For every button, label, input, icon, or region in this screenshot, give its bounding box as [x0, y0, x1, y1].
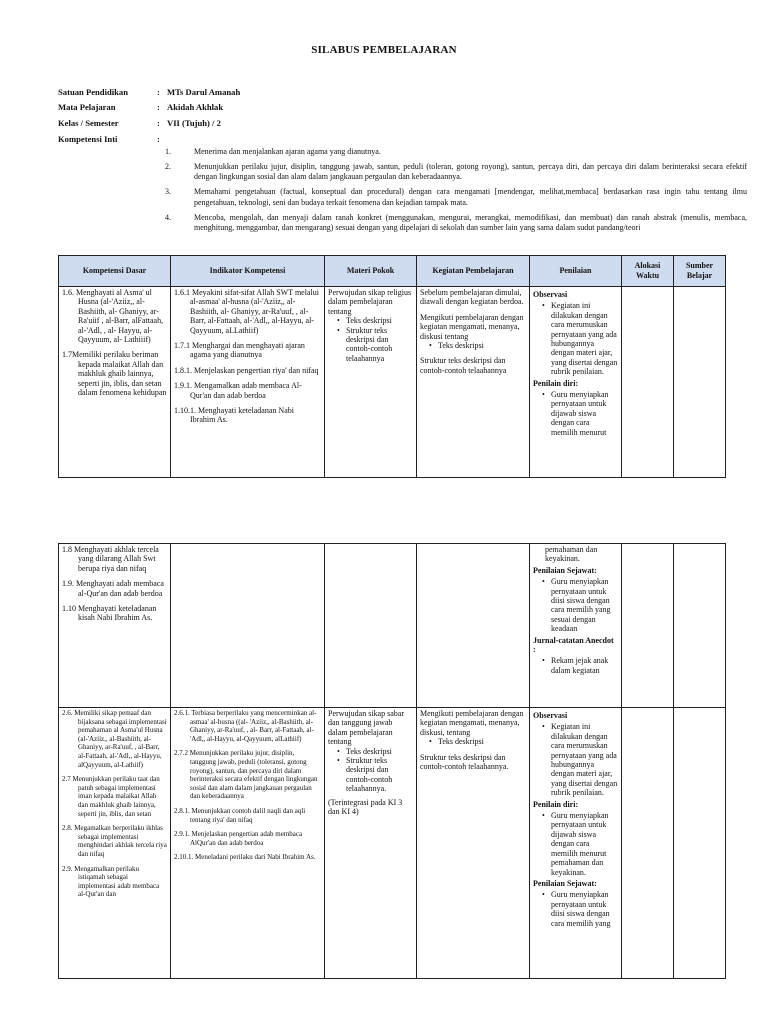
materi-intro: Perwujudan sikap religius dalam pembelajaran tentang [328, 288, 412, 316]
bullet-item: • Guru menyiapkan pernyataan untuk diisi siswa dengan cara memilih yang sesuai dengan keadaan [542, 577, 618, 633]
penilaian-heading: Penilaian Sejawat: [533, 878, 597, 888]
materi-cell [325, 287, 417, 478]
penilaian-bullets [533, 722, 618, 797]
bullet-item: • Guru menyiapkan pernyataan untuk dijawab siswa dengan cara memilih menurut pemahaman dan keyakinan. [542, 811, 618, 877]
penilaian-bullets [533, 301, 618, 376]
materi-bullets [328, 316, 413, 363]
info-colon: : [157, 86, 160, 97]
bullet-item: • Struktur teks deskripsi dan contoh-contoh telaahannya [337, 326, 413, 364]
header-indikator-kompetensi: Indikator Kompetensi [171, 256, 325, 287]
cell-paragraph: 2.8.1. Menunjukkan contoh dalil naqli dan aqli tentang riya' dan nifaq [174, 806, 306, 824]
info-value: Akidah Akhlak [167, 102, 224, 113]
kegiatan-cell [417, 544, 530, 708]
ki-item [165, 147, 747, 157]
header-alokasi-waktu: Alokasi Waktu [622, 256, 674, 287]
kegiatan-bullets [420, 737, 526, 746]
penilaian-cell [530, 544, 622, 708]
info-row [58, 115, 240, 131]
ki-text: Menunjukkan perilaku jujur, disiplin, tanggung jawab, santun, peduli (toleran, gotong royong), santun, percaya diri, dan percaya diri dalam berinteraksi secara efektif dengan lingkungan sosial dan alam dalam jangkauan pergaulan dan keberadaannya. [194, 162, 747, 182]
ki-text: Menerima dan menjalankan ajaran agama yang dianutnya. [194, 147, 381, 156]
ki-item [165, 162, 747, 183]
cell-paragraph: 2.7 Menunjukkan perilaku taat dan patuh sebagai implementasi iman kepada malaikat Allah dan makhluk ghaib lainnya, seperti jin, iblis, dan setan [62, 775, 160, 818]
info-colon: : [157, 117, 160, 128]
table-header-row [59, 256, 726, 287]
indikator-cell [171, 544, 325, 708]
table-row [59, 544, 726, 708]
penilaian-continued: pemahaman dan keyakinan. [545, 545, 598, 564]
cell-paragraph: 1.9. Menghayati adab membaca al-Qur'an dan adab berdoa [62, 579, 164, 598]
sumber-cell [674, 544, 726, 708]
penilaian-bullets [533, 577, 618, 633]
materi-cell [325, 708, 417, 979]
ki-number: 3. [165, 187, 171, 197]
bullet-item: • Teks deskripsi [429, 737, 526, 746]
bullet-item: • Rekam jejak anak dalam kegiatan [542, 656, 618, 675]
alokasi-cell [622, 287, 674, 478]
kegiatan-cell [417, 708, 530, 979]
materi-note: (Terintegrasi pada KI 3 dan KI 4) [328, 797, 403, 817]
ki-text: Mencoba, mengolah, dan menyaji dalam ranah konkret (menggunakan, mengurai, merangkai, memodifikasi, dan membuat) dan ranah abstrak (menulis, membaca, menghitung, menggambar, dan mengarang) sesuai dengan yang dipelajari di sekolah dan sumber lain yang sama dalam sudut pandang/teori [194, 212, 747, 233]
ki-number: 2. [165, 162, 171, 171]
identity-block [58, 84, 240, 146]
indikator-cell [171, 708, 325, 979]
alokasi-cell [622, 544, 674, 708]
kegiatan-cell [417, 287, 530, 478]
info-colon: : [157, 102, 160, 113]
sumber-cell [674, 287, 726, 478]
syllabus-table-page-2 [58, 543, 726, 979]
table-row [59, 287, 726, 478]
cell-paragraph: 1.8 Menghayati akhlak tercela yang dilarang Allah Swt berupa riya dan nifaq [62, 545, 159, 573]
info-row [58, 131, 240, 147]
penilaian-heading: Observasi [533, 290, 568, 299]
info-value: MTs Darul Amanah [167, 86, 241, 97]
materi-bullets [328, 747, 413, 794]
header-sumber-belajar: Sumber Belajar [674, 256, 726, 287]
cell-paragraph: 1.10 Menghayati keteladanan kisah Nabi Ibrahim As. [62, 604, 157, 623]
cell-paragraph: 1.9.1. Mengamalkan adab membaca Al-Qur'an dan adab berdoa [174, 381, 302, 400]
bullet-item: • Teks deskripsi [429, 341, 526, 350]
kd-cell [59, 287, 171, 478]
info-row [58, 84, 240, 100]
ki-number: 1. [165, 147, 171, 156]
info-label: Kelas / Semester [58, 117, 119, 128]
penilaian-heading: Observasi [533, 711, 568, 720]
bullet-item: • Guru menyiapkan pernyataan untuk dijawab siswa dengan cara memilih menurut [542, 390, 618, 437]
sumber-cell [674, 708, 726, 979]
info-label: Kompetensi Inti [58, 133, 118, 144]
alokasi-cell [622, 708, 674, 979]
ki-text: Memahami pengetahuan (factual, konseptual dan procedural) dengan cara mengamati [mendengar, melihat,membaca] berdasarkan rasa ingin tahu tentang ilmu pengetahuan, teknologi, seni dan budaya terkait fenomena dan kejadian tampak mata. [194, 187, 747, 207]
info-value: VII (Tujuh) / 2 [167, 117, 221, 128]
kd-cell [59, 708, 171, 979]
penilaian-bullets [533, 390, 618, 437]
kegiatan-text: Sebelum pembelajaran dimulai, diawali dengan kegiatan berdoa. [420, 288, 524, 307]
cell-paragraph: 2.6. Memiliki sikap pemaaf dan bijaksana sebagai implementasi pemahaman al Asma'ul Husna (al-'Aziiz,, al-Bashiith, al-Ghaniyy, ar-Ra'uuf, , al-Barr, al-Fattaah, al-'Adl,, al-Hayyu, alQayyuum, al-Lathiif) [62, 709, 167, 769]
penilaian-cell [530, 287, 622, 478]
cell-paragraph: 2.7.2 Menunjukkan perilaku jujur, disiplin, tanggung jawab, peduli (toleransi, gotong royong), santun, dan percaya diri dalam berinteraksi secara efektif dengan lingkungan sosial dan alam dalam jangkauan pergaulan dan keberadaannya [174, 749, 318, 801]
header-kompetensi-dasar: Kompetensi Dasar [59, 256, 171, 287]
cell-paragraph: 1.8.1. Menjelaskan pengertian riya' dan nifaq [174, 365, 319, 375]
cell-paragraph: 2.6.1. Terbiasa berperilaku yang mencerminkan al-asmaa' al-husna ((al- 'Aziiz,, al-Bashiith, al- Ghaniyy, ar-Ra'uuf, , al- Barr, al-Fattaah, al-'Adl,, al-Hayyu, al-Qayyuum, alLathiif) [174, 709, 317, 743]
bullet-item: • Kegiatan ini dilakukan dengan cara merumuskan pernyataan yang ada hubungannya dengan materi ajar, yang disertai dengan rubrik penilaian. [542, 722, 618, 797]
penilaian-heading: Penilaian Sejawat: [533, 565, 597, 575]
bullet-item: • Guru menyiapkan pernyataan untuk diisi siswa dengan cara memilih yang [542, 890, 618, 928]
penilaian-bullets [533, 811, 618, 877]
ki-number: 4. [165, 212, 171, 222]
info-label: Satuan Pendidikan [58, 86, 128, 97]
penilaian-heading: Jurnal-catatan Anecdot : [533, 635, 614, 655]
penilaian-bullets [533, 656, 618, 675]
kegiatan-text: Struktur teks deskripsi dan contoh-contoh telaahannya [420, 356, 507, 375]
cell-paragraph: 2.9. Mengamalkan perilaku istiqamah sebagai implementasi adab membaca al-Qur'an dan [62, 864, 160, 899]
materi-intro: Perwujudan sikap sabar dan tanggung jawab dalam pembelajaran tentang [328, 709, 404, 747]
info-colon: : [157, 133, 160, 144]
info-row [58, 100, 240, 116]
page-title: SILABUS PEMBELAJARAN [311, 44, 457, 56]
header-materi-pokok: Materi Pokok [325, 256, 417, 287]
cell-paragraph: 1.6. Menghayati al Asma' ul Husna (al-'Aziiz,, al- Bashiith, al- Ghaniyy, ar- Ra'uiif , al-Barr, alFattaah, al-'Adl, , al- Hayyu, al-Qayyuum, al- Lathiiif) [62, 288, 164, 345]
materi-cell [325, 544, 417, 708]
header-penilaian: Penilaian [530, 256, 622, 287]
kegiatan-bullets [420, 341, 526, 350]
penilaian-heading: Penilain diri: [533, 799, 579, 809]
kegiatan-text: Mengikuti pembelajaran dengan kegiatan mengamati, menanya, diskusi tentang [420, 312, 524, 341]
ki-item [165, 213, 747, 234]
table-row [59, 708, 726, 979]
header-kegiatan-pembelajaran: Kegiatan Pembelajaran [417, 256, 530, 287]
cell-paragraph: 2.8. Megamalkan berperilaku ikhlas sebagai implementasi menghindari akhlak tercela riya dan nifaq [62, 824, 167, 858]
indikator-cell [171, 287, 325, 478]
cell-paragraph: 1.7.1 Menghargai dan menghayati ajaran agama yang dianutnya [174, 341, 305, 360]
kd-cell [59, 544, 171, 708]
kegiatan-text: Struktur teks deskripsi dan contoh-contoh telaahannya. [420, 752, 509, 772]
syllabus-table-page-1 [58, 255, 726, 478]
bullet-item: • Teks deskripsi [337, 316, 413, 325]
cell-paragraph: 2.10.1. Meneladani perilaku dari Nabi Ibrahim As. [174, 853, 316, 862]
info-label: Mata Pelajaran [58, 102, 116, 113]
cell-paragraph: 1.10.1. Menghayati keteladanan Nabi Ibrahim As. [174, 406, 294, 425]
penilaian-heading: Penilain diri: [533, 378, 579, 388]
penilaian-cell [530, 708, 622, 979]
cell-paragraph: 2.9.1. Menjelaskan pengertian adab membaca AlQur'an dan adab berdoa [174, 830, 303, 847]
kompetensi-inti-list [165, 147, 747, 238]
ki-item [165, 187, 747, 208]
kegiatan-text: Mengikuti pembelajaran dengan kegiatan mengamati, menanya, diskusi, tentang [420, 709, 524, 737]
penilaian-bullets [533, 890, 618, 928]
bullet-item: • Kegiatan ini dilakukan dengan cara merumuskan pernyataan yang ada hubungannya dengan materi ajar, yang disertai dengan rubrik penilaian. [542, 301, 618, 376]
cell-paragraph: 1.6.1 Meyakini sifat-sifat Allah SWT melalui al-asmaa' al-husna (al-'Aziiz,, al-Bashiith, al- Ghaniyy, ar-Ra'uuf, , al- Barr, al-Fattaah, al-'Adl,, al-Hayyu, al-Qayyuum, aLLathiif) [174, 288, 319, 335]
cell-paragraph: 1.7Memiliki perilaku beriman kepada malaikat Allah dan makhluk ghaib lainnya, seperti jin, iblis, dan setan dalam fenomena kehidupan [62, 350, 167, 398]
bullet-item: • Struktur teks deskripsi dan contoh-contoh telaahannya. [337, 756, 413, 794]
bullet-item: • Teks deskripsi [337, 747, 413, 756]
